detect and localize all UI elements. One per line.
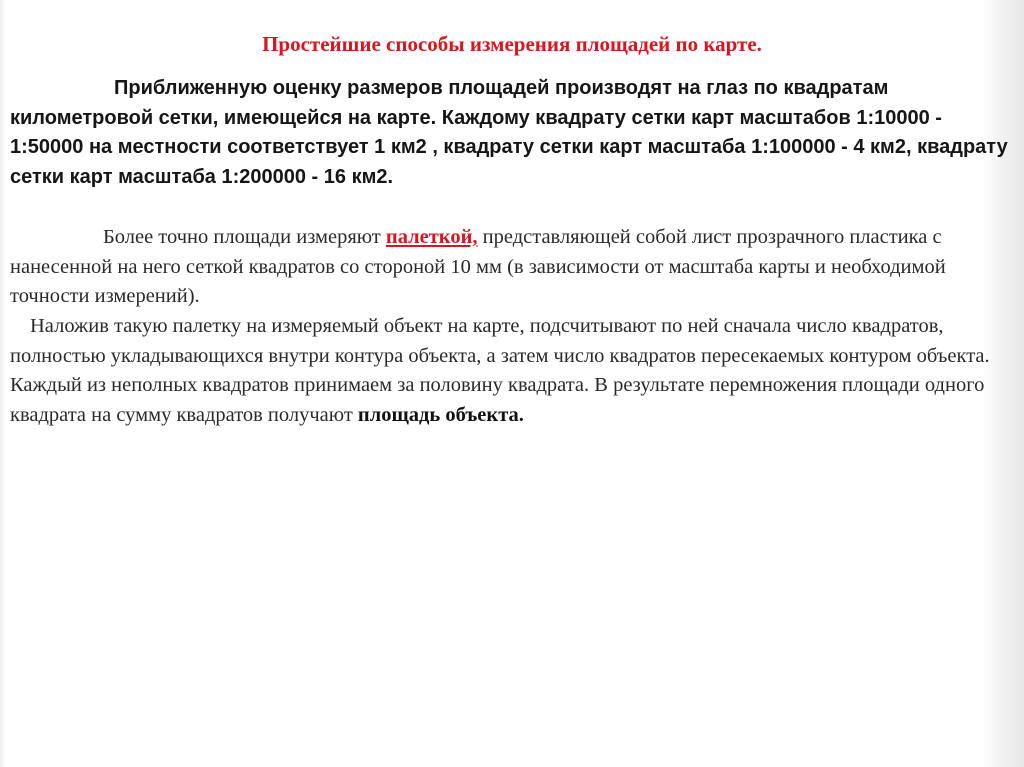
paragraph-palette-method bbox=[10, 312, 1012, 430]
object-area-term: площадь объекта. bbox=[357, 403, 524, 426]
palette-description-text: представляющей собой лист прозрачного пластика с нанесенной на него сеткой квадратов со стороной 10 мм (в зависимости от масштаба карты и необходимой точности измерений). bbox=[10, 226, 946, 307]
paragraph-approximate-estimation bbox=[10, 74, 1012, 192]
slide-left-edge bbox=[0, 0, 6, 767]
paragraph-approximate-text: Приближенную оценку размеров площадей производят на глаз по квадратам километровой сетки, имеющейся на карте. Каждому квадрату сетки карт масштабов 1:10000 - 1:50000 на местности соответствует 1 км2 , квадрату сетки карт масштаба 1:100000 - 4 км2, квадрату сетки карт масштаба 1:200000 - 16 км2. bbox=[10, 77, 1008, 188]
palette-method-text: Наложив такую палетку на измеряемый объект на карте, подсчитывают по ней сначала число квадратов, полностью укладывающихся внутри контура объекта, а затем число квадратов пересекаемых контуром объекта. Каждый из неполных квадратов принимаем за половину квадрата. В результате перемножения площади одного квадрата на сумму квадратов получают bbox=[10, 315, 990, 426]
paragraph-palette-definition bbox=[10, 223, 1010, 312]
slide-title: Простейшие способы измерения площадей по карте. bbox=[262, 32, 762, 56]
palette-term: палеткой, bbox=[385, 226, 478, 248]
palette-intro-text: Более точно площади измеряют bbox=[103, 226, 386, 248]
